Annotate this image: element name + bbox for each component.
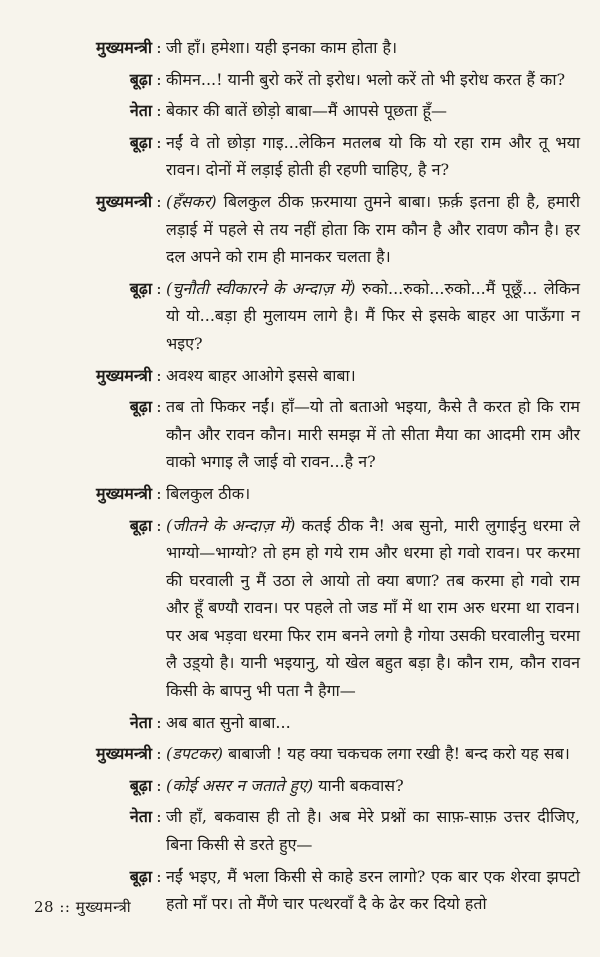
speech-segment: यानी बकवास? [313, 775, 404, 795]
speaker-colon: : [156, 38, 162, 57]
speech-segment: रुको...रुको...रुको...मैं पूछूँ... लेकिन यो यो...बड़ा ही मुलायम लागे है। मैं फिर से इसके बाहर आ पाऊँगा न भइए? [166, 278, 580, 353]
speech-segment: नईं वे तो छोड़ा गाइ...लेकिन मतलब यो कि यो रहा राम और तू भया रावन। दोनों में लड़ाई होती ही रहणी चाहिए, है न? [166, 132, 580, 180]
speech-segment: अवश्य बाहर आओगे इससे बाबा। [166, 365, 356, 385]
speech-text [166, 709, 580, 737]
speaker-name: नेता [129, 101, 152, 121]
speaker-name: मुख्यमन्त्री [96, 744, 152, 764]
dialogue-line [34, 362, 580, 390]
dialogue-line [34, 709, 580, 737]
stage-direction: (जीतने के अन्दाज़ में) [166, 515, 296, 535]
speech-text [166, 863, 580, 918]
speech-text [166, 803, 580, 858]
speaker-colon: : [156, 775, 162, 795]
speech-text [166, 97, 580, 125]
speech-text [166, 66, 580, 94]
speech-text [166, 512, 580, 705]
speaker-name: मुख्यमन्त्री [96, 365, 152, 385]
speaker-colon: : [156, 397, 162, 417]
dialogue-line [34, 480, 580, 508]
speech-segment: तब तो फिकर नईं। हाँ—यो तो बताओ भइया, कैसे तै करत हो कि राम कौन और रावन कौन। मारी समझ में तो सीता मैया का आदमी राम और वाको भगाइ लै जाई वो रावन...है न? [166, 397, 580, 472]
speaker-name: मुख्यमन्त्री [96, 191, 152, 211]
speech-segment: बिलकुल ठीक। [166, 483, 251, 503]
speaker-colon: : [156, 483, 162, 503]
speech-text [166, 480, 580, 508]
speech-text [166, 188, 580, 271]
speaker-name: बूढ़ा [129, 515, 152, 535]
dialogue-line [34, 393, 580, 476]
dialogue-line [34, 275, 580, 358]
stage-direction: (कोई असर न जताते हुए) [166, 775, 314, 795]
speech-segment: कीमन...! यानी बुरो करें तो इरोध। भलो करें तो भी इरोध करत हैं का? [166, 69, 566, 89]
speaker-colon: : [156, 712, 162, 732]
speech-segment: बेकार की बातें छोड़ो बाबा—मैं आपसे पूछता हूँ— [166, 101, 448, 121]
speaker-name: नेता [129, 712, 152, 732]
stage-direction: (हँसकर) [166, 191, 217, 211]
speaker-colon: : [156, 807, 162, 827]
speaker-name: नेता [129, 807, 152, 827]
speech-text [166, 129, 580, 184]
speaker-colon: : [156, 101, 162, 121]
speech-segment: जी हाँ। हमेशा। यही इनका काम होता है। [166, 38, 398, 57]
dialogue-line [34, 803, 580, 858]
dialogue-line [34, 740, 580, 768]
dialogue-line [34, 34, 580, 62]
dialogue-line [34, 129, 580, 184]
speech-segment: बिलकुल ठीक फ़रमाया तुमने बाबा। फ़र्क़ इतना ही है, हमारी लड़ाई में पहले से तय नहीं होता कि राम कौन है और रावण कौन है। हर दल अपने को राम ही मानकर चलता है। [166, 191, 580, 267]
speaker-colon: : [156, 191, 162, 211]
dialogue-line [34, 188, 580, 271]
speaker-name: बूढ़ा [129, 132, 152, 152]
speaker-colon: : [156, 69, 162, 89]
speaker-name: बूढ़ा [129, 278, 152, 298]
dialogue-line [34, 97, 580, 125]
speaker-colon: : [156, 278, 162, 298]
stage-direction: (चुनौती स्वीकारने के अन्दाज़ में) [166, 278, 356, 298]
speech-segment: जी हाँ, बकवास ही तो है। अब मेरे प्रश्नों का साफ़-साफ़ उत्तर दीजिए, बिना किसी से डरते हुए— [166, 807, 580, 855]
speech-text [166, 275, 580, 358]
speaker-name: बूढ़ा [129, 397, 152, 417]
speaker-name: मुख्यमन्त्री [96, 38, 152, 57]
speaker-colon: : [156, 866, 162, 886]
speaker-colon: : [156, 744, 162, 764]
speech-segment: कतई ठीक नै! अब सुनो, मारी लुगाईनु धरमा ले भाग्यो—भाग्यो? तो हम हो गये राम और धरमा हो गवो रावन। पर करमा की घरवाली नु मैं उठा ले आयो तो क्या बणा? तब करमा हो गवो राम और हूँ बण्यौ रावन। पर पहले तो जड माँ में था राम अरु धरमा था रावन। पर अब भड़वा धरमा फिर राम बनने लगो है गोया उसकी घरवालीनु चरमा लै उड़्यो है। यानी भइयानु, यो खेल बहुत बड़ा है। कौन राम, कौन रावन किसी के बापनु भी पता नै हैगा— [166, 515, 580, 701]
speaker-colon: : [156, 365, 162, 385]
speech-segment: अब बात सुनो बाबा... [166, 712, 291, 732]
speaker-name: मुख्यमन्त्री [96, 483, 152, 503]
speech-segment: नईं भइए, मैं भला किसी से काहे डरन लागो? एक बार एक शेरवा झपटो हतो माँ पर। तो मैंणे चार पत्थरवाँ दै के ढेर कर दियो हतो [166, 866, 580, 914]
speech-text [166, 772, 580, 800]
speech-text [166, 740, 580, 768]
dialogue-line [34, 772, 580, 800]
speaker-colon: : [156, 515, 162, 535]
dialogue-line [34, 66, 580, 94]
speech-text [166, 393, 580, 476]
speaker-colon: : [156, 132, 162, 152]
speaker-name: बूढ़ा [129, 775, 152, 795]
dialogue-line [34, 512, 580, 705]
speaker-name: बूढ़ा [129, 69, 152, 89]
speech-text [166, 34, 580, 62]
stage-direction: (डपटकर) [166, 744, 224, 764]
page-footer: 28 :: मुख्यमन्त्री [34, 898, 132, 916]
speaker-name: बूढ़ा [129, 866, 152, 886]
dialogue-block [34, 34, 580, 918]
speech-text [166, 362, 580, 390]
speech-segment: बाबाजी ! यह क्या चकचक लगा रखी है! बन्द करो यह सब। [223, 744, 570, 764]
